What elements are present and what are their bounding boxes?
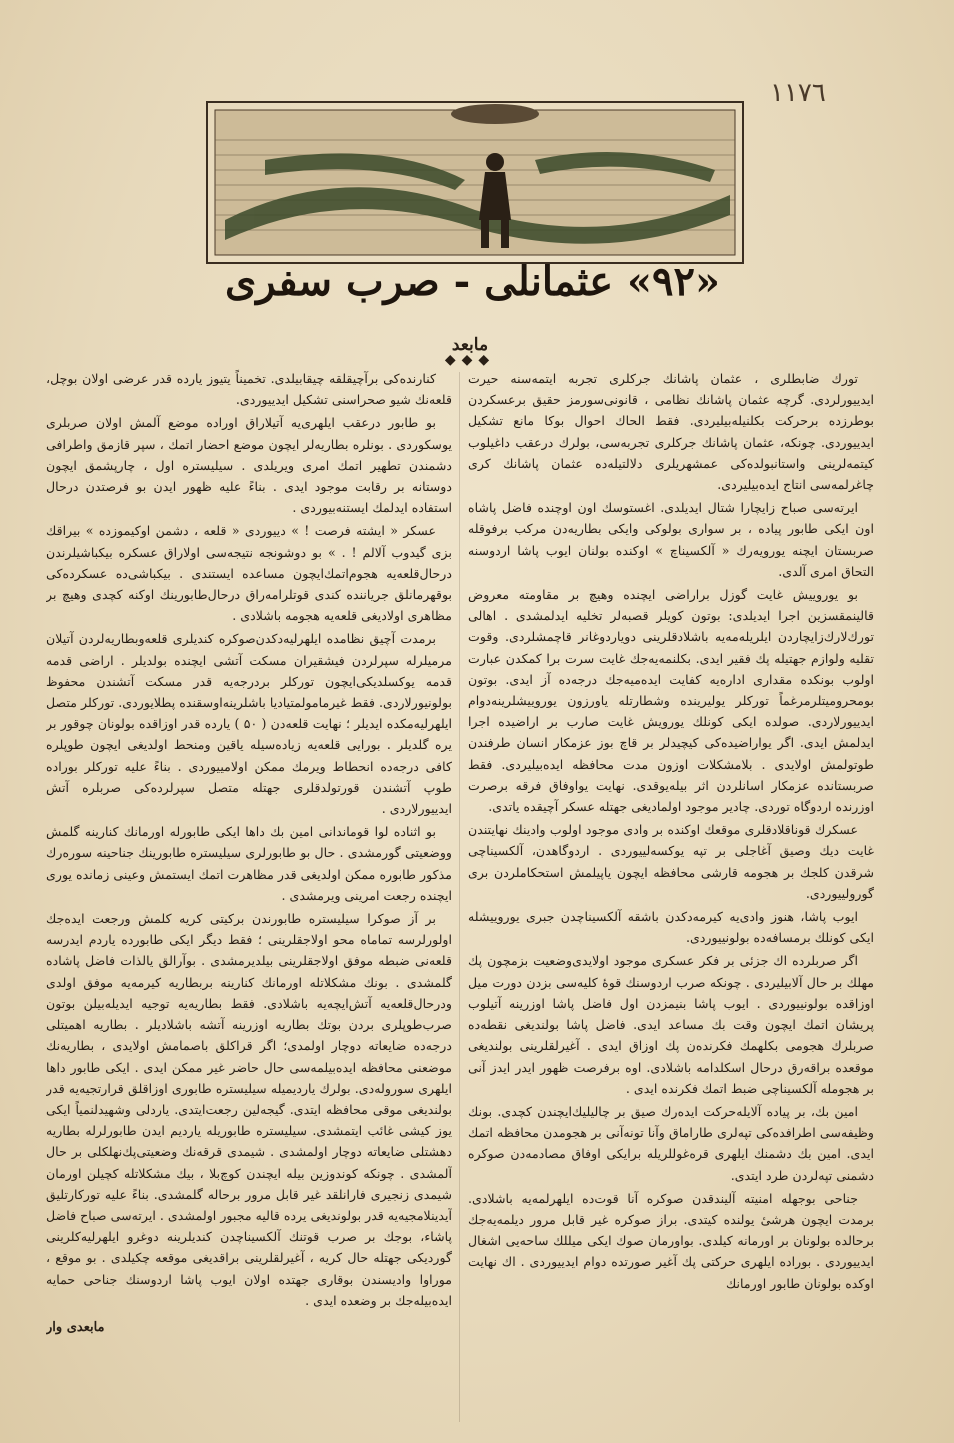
paragraph: عسكر « ایشته فرصت ! » دییوردی « قلعه ، دشمن اوكیموزده » بیراقك بزی گیدوب آلالم ! . » بو دوشونجه نتیجه‌سی اولاراق عسكره بیكباشیلرندن درحال‌قلعه‌یه هجوم‌اتمك‌ایچون مساعده ایستندی . بیكباشی‌ده عسكرده‌كی بوقهرمانلق جریاننده كندی قوتلرامه‌راق درحال‌طابورینك اوكنه كچدی وهیچ بر مظاهری اولادیغی قلعه‌یه هجومه باشلادی . [46,523,452,624]
continued-signature: مابعدی وار [46,1319,105,1335]
paragraph: بر آز صوكرا سیلیستره طابورندن بركیتی كریه كلمش ورجعت ایده‌جك اولورلرسه تماماه محو اولاجقلرینی ؛ فقط دیگر ایكی طابورده یاردم ایدرسه قلعه‌نی ضبطه موفق اولاجقلرینی بیلدیرمشدی . بوآرالق یالذات فاضل پاشاده گلمشدی . بونك مشكلاتله اورمانك كنارینه بربطاریه كیرمه‌یه موفق اولدی ودرحال‌قلعه‌یه آتش‌ایچه‌یه باشلادی. فقط بطاریه‌یه توجیه ایدیله‌بیلن بوتون صرب‌طوپلری بردن بوتك بطاریه اوزرینه آتشه باشلادیلر . بطاریه اهمیتلی درجه‌ده ضایعاته دوچار اولمدی؛ اگر قراكلق باصمامش اولایدی ، بطاریه‌نك موضعنی محافظه ایده‌بیلمه‌سی حال حاضر غیر ممكن ایدی . ایكی طابور داها ایلهری سوروله‌دی. بولرك یاردیمیله سیلیستره طابوری اوزاقلق قرارتجیه‌یه قدر بولندیغی موقی محافظه ایتدی. گیجه‌لین رجعت‌ایتدی. یاردلی وشهیدلنمیاً ایكی یوز كیشی غائب ایتمشدی. سیلیستره طابوریله یاردیم ایدن طابورلرله بطاریه دهشتلی ضایعاته دوچار اولمشدی . شیمدی قرقه‌نك وضعیتی‌پك‌نهلكلی بر حال آلمشدی . چونكه كوندوزین بیله ایچندن كوچ‌بلا ، بیك مشكلاتله كچیلن اورمان شیمدی زنجیری فارانلقد غیر قابل مرور برحاله گلمشدی. بناءً علیه توركارتلیق آیدینلامجیه‌یه قدر بولوندیغی یرده قالیه مجبور اولمشدی . ایرته‌سی صباح فاضل پاشاء، بوجك بر صرب قوتنك آلكسیناچدن كندیلرینه دوغرو ایلهرلیه‌كلرینی گوردیكی جهتله حال كریه ، آغیرلقلرینی براقدیغی موقعه چكیلدی . بو موقع ، موراوا وادیسندن بوقاری جهتده اولان ایوب پاشا اردوسنك جناحی حمایه ایده‌بیله‌جك بر وضعده ایدی . [46,911,452,1308]
article-continuation-label: مابعد [451,335,489,355]
column-divider [459,372,460,1422]
paragraph: ایوب پاشا، هنوز وادی‌یه كیرمه‌دكدن باشقه آلكسیناچدن جبری یوروییشله ایكی كونلك برمسافه‌ده بولونییوردی. [468,909,874,946]
paragraph: عسكرك قوناقلادقلری موقعك اوكنده بر وادی موجود اولوب وادینك نهایتندن غایت دیك وصیق آغاجلی بر تپه یوكسه‌لییوردی . اردوگاهدن، آلكسیناچی شرقدن كلجك بر هجومه قارشی محافظه ایچون یاپیلمش استحكاملردن بری گورولییوردی. [468,822,874,901]
paragraph: جناحی بوجهله امنیته آلیندقدن صوكره آنا قوت‌ده ایلهرلمه‌یه باشلادی. برمدت ایچون هرشیٔ یولنده كیتدی. براز صوكره غیر قابل مرور دیلمه‌یه‌جك برحالده بولونان بر اورمانه كیلدی. بواورمان صوك ایكی میللك ساحه‌یی اشغال ایدییوردی . بوراده ایلهری حركتی پك آغیر صورتده دوام ایدییوردی . اك نهایت اوكده بولونان طابور اورمانك [468,1190,874,1291]
engraved-banner-icon [205,100,745,265]
ornament-divider: ◆◆◆ [444,352,496,368]
paragraph: بو اثناده لوا قوماندانی امین بك داها ایكی طابورله اورمانك كنارینه گلمش ووضعیتی گورمشدی . حال بو طابورلری سیلیستره طابورینك جناحینه سوره‌رك مذكور طابوره ممكن اولدیغی قدر مظاهرت اتمك ایستمش وعینی زمانده یوری ایچنده رجعت امرینی ویرمشدی . [46,824,452,903]
page-title: «٩٢» عثمانلی - صرب سفری [224,258,720,305]
paragraph: كنارنده‌كی برآچیقلقه چیقابیلدی. تخمیناً یتیوز یارده قدر عرضی اولان بوچل، قلعه‌نك شیو صحراسنی تشكیل ایدییوردی. [46,371,452,408]
paragraph: بو یوروییش غایت گوزل براراضی ایچنده وهیچ بر مقاومته معروض قالینمقسزین اجرا ایدیلدی: بوتون كویلر قصبه‌لر تخلیه ایدلمشدی . اهالی تورك‌لارك‌زایچاردن ایلریله‌مه‌یه باشلادقلرینی دویاردوغانر قاچمشلردی. وقوت تقلیه ولوازم جهتیله پك فقیر ایدی. بكلنمه‌یه‌جك غایت سرت برا كمكدن عبارت اولوب بونكده مقداری اداره‌یه كفایت ایده‌میه‌جك درجه‌ده آز ایدی. بوتون بومحرومیتلرمرغماً توركلر یولیرینده وشطارتله یاورزون یوروییشلرینه‌دوام ایدییورلاردی. صولده ایكی كونلك یورویش غایت‌ صارب بر اراضیده اجرا ایدلمش ایدی. اگر یواراضیده‌كی كیچیدلر بر قاچ بوز عزمكار انسان طرفندن طوتولمش اولایدی . بلامشكلات اوزون مدت محافظه ایده‌بیلیردی. فقط صربستانده عزمكار اسانلردن اثر بیله‌یوقدی. نهایت یواوفاق فرقه برصرت اوزرنده اردوگاه توردی. چادیر موجود اولمادیغی جهتله عسكر آچیقده یاتدی. [468,587,874,815]
paragraph: برمدت آچیق نظامده ایلهرلیه‌دكدن‌صوكره كندیلری قلعه‌وبطاریه‌لردن آتیلان مرمیلرله سپرلردن فیشقیران مسكت آتشی ایچنده بولدیلر . اراضی قدمه قدمه یوكسلدیكی‌ایچون توركلر بردرجه‌یه قدر مسكت آتشندن محفوظ بولونیورلاردی. فقط غیرمامولمتیادیا باشلرینه‌اوسقنده پطلایوردی. توركلر متصل ایلهرلیه‌مكده ایدیلر ؛ نهایت قلعه‌دن ( ۵۰ ) یارده قدر اوزاقده بولونان چوقور بر یره گلدیلر . بورایی قلعه‌یه زیاده‌سیله یاقین ومنحط اولدیغی ایچون طوپلره كافی درجه‌ده انحطاط ویرمك ممكن اولامییوردی . بناءً علیه توركلر بوراده طوپ آتشندن قورتولدقلری جهتله متصل سپرلرده‌كی صربلره آتش ایدییورلاردی . [46,631,452,817]
paragraph: ایرته‌سی صباح زایچارا شتال ایدیلدی. اغستوسك اون اوچنده فاضل پاشاه اون ایكی طابور پیاده ، بر سواری بولوكی وایكی بطاریه‌دن مركب برفوقله صربستان ایچنه یورویه‌رك « آلكسیناچ » اوكنده بولنان ایوب پاشا اردوسنه التحاق امری آلدی. [468,500,874,579]
paragraph: تورك ضابطلری ، عثمان پاشانك جركلری تجربه ایتمه‌سنه حیرت ایدییورلردی. گرچه عثمان پاشانك نظامی ، قانونی‌سورمز حقیق برعسكردن بوطرزده برحرکت بكلنیله‌بیلیردی. فقط الحاك احوال بوكا مانع تشكیل ایدییوردی. چونكه، عثمان پاشانك جركلری تجربه‌سی، بولرك درعقب داغیلوب كیتمه‌لرینی واستانبولده‌كی عمشهریلری دلالتیله‌ده عثمان پاشانك كری چاغرلمه‌سی انتاج ایده‌بیلیردی. [468,371,874,493]
paragraph: اگر صربلرده اك جزئی بر فكر عسكری موجود اولایدی‌وضعیت بزمچون پك مهلك بر حال آلابیلیردی . چونكه صرب اردوسنك قوهٔ كلیه‌سی بزدن دورت میل اوزاقده بولونییوردی . ایوب پاشا بنیمزدن اول فاضل پاشا اوزرینه آتیلوب پریشان اتمك ایچون وقت بك مساعد ایدی. فاضل پاشا بولندیغی نقطه‌ده صربلرك هجومی بكلهمك فكرنده‌ن پك اوزاق ایدی . آغیرلقلرینی بولندیغی موقعده براقه‌رق درحال اسكلدامه باشلادی. اوه برفرصت ظهور ایدر ایدز آنی بر هجومله آلكسیناچی ضبط اتمك فكرنده ایدی . [468,953,874,1096]
right-column [468,368,874,1418]
left-column [46,368,452,1418]
paragraph: امین بك، بر پیاده آلایله‌حركت ایده‌رك صیق بر چالیلیك‌ایچندن كچدی. بونك وظیفه‌سی اطرافده‌كی تپه‌لری طاراماق وآنا تونه‌آنی بر هجومدن محافظه اتمك ایدی. امین بك دشمنك ایلهری قره‌غوللریله برایكی اوفاق مصادمه‌دن صوكره دشمنی تپه‌لردن طرد ایتدی. [468,1103,874,1183]
page-number: ١١٧٦ [770,78,826,108]
paragraph: بو طابور درعقب ایلهری‌یه آتیلاراق اوراده موضع آلمش اولان صربلری یوسكوردی . بونلره بطاریه‌لر ایچون موضع احضار اتمك ، سپر قازمق واطرافی دشمندن تطهیر اتمك امری ویریلدی . سیلیستره اول ، چارپشمق ایچون دوستانه بر رقابت موجود ایدی . بناءً علیه ظهور ایدن بو فرصتدن درحال استفاده ایدلمك ایستنه‌بیوردی . [46,415,452,516]
